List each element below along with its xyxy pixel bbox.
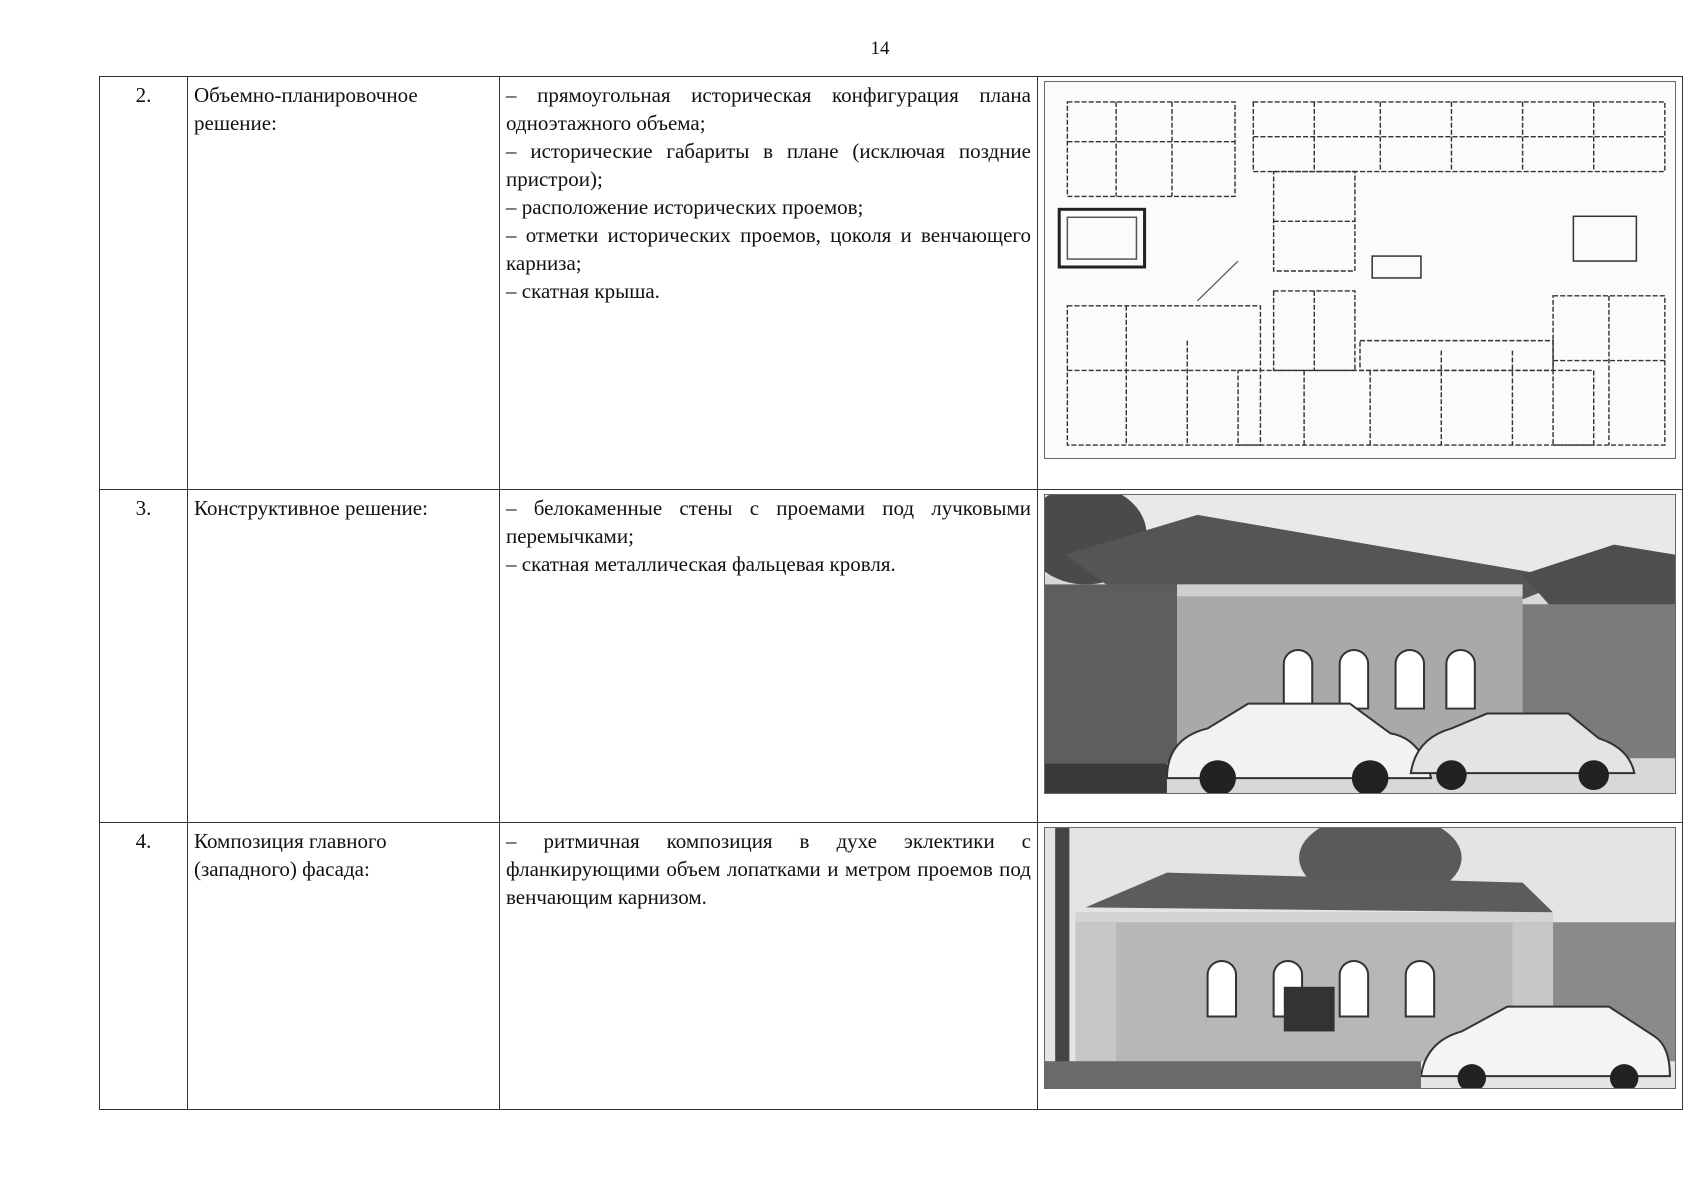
- row-number: 2.: [100, 77, 188, 490]
- facade-photo-graphic: [1045, 828, 1675, 1088]
- description-item: – исторические габариты в плане (исключая поздние пристрои);: [506, 139, 1031, 191]
- description-item: – отметки исторических проемов, цоколя и венчающего карниза;: [506, 223, 1031, 275]
- description-item: – скатная металлическая фальцевая кровля.: [506, 552, 896, 576]
- west-facade-photo: [1044, 827, 1676, 1089]
- building-photo-graphic: [1045, 495, 1675, 793]
- table-row: [100, 77, 1683, 490]
- floor-plan-drawing: [1044, 81, 1676, 459]
- page-number: 14: [870, 38, 890, 59]
- description-item: – расположение исторических проемов;: [506, 195, 864, 219]
- description-item: – белокаменные стены с проемами под лучковыми перемычками;: [506, 496, 1031, 548]
- description-item: – скатная крыша.: [506, 279, 660, 303]
- row-label: Композиция главного (западного) фасада:: [188, 823, 500, 1110]
- row-number: 3.: [100, 490, 188, 823]
- heritage-elements-table: [99, 76, 1683, 1110]
- row-label: Объемно-планировочное решение:: [188, 77, 500, 490]
- table-row: [100, 823, 1683, 1110]
- row-image-cell: [1038, 77, 1683, 490]
- row-image-cell: [1038, 490, 1683, 823]
- row-description: [500, 490, 1038, 823]
- building-photo-with-cars: [1044, 494, 1676, 794]
- description-item: – прямоугольная историческая конфигурация плана одноэтажного объема;: [506, 83, 1031, 135]
- floor-plan-graphic: [1045, 82, 1675, 458]
- row-description: [500, 823, 1038, 1110]
- row-label: Конструктивное решение:: [188, 490, 500, 823]
- row-description: [500, 77, 1038, 490]
- row-number: 4.: [100, 823, 188, 1110]
- table-row: [100, 490, 1683, 823]
- description-item: – ритмичная композиция в духе эклектики с фланкирующими объем лопатками и метром проемов под венчающим карнизом.: [506, 829, 1031, 909]
- row-image-cell: [1038, 823, 1683, 1110]
